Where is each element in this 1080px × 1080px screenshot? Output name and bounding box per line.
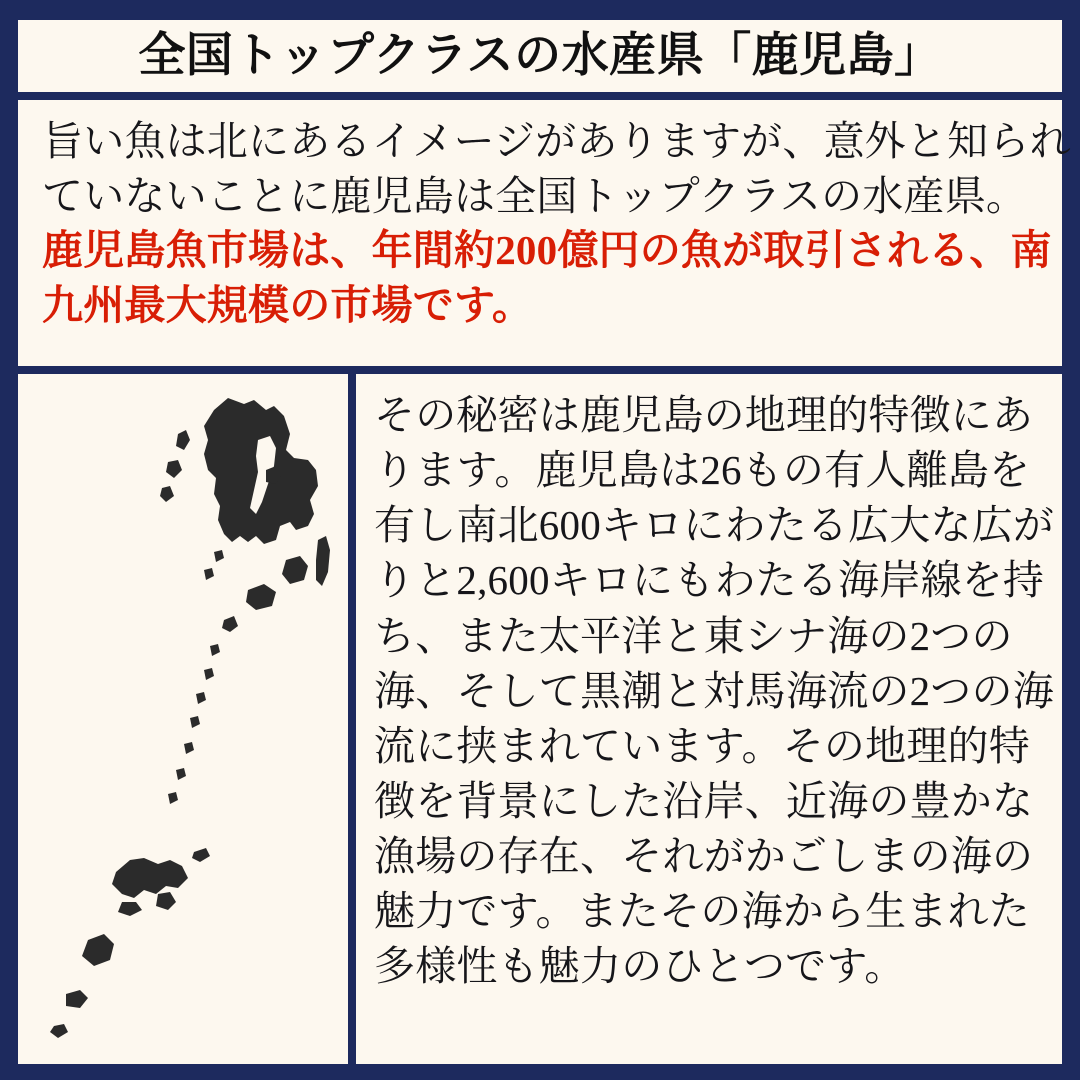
body-line-3: 有し南北600キロにわたる広大な広が bbox=[374, 502, 1055, 549]
body-line-8: 徴を背景にした沿岸、近海の豊かな bbox=[374, 777, 1034, 824]
lead-line-4: 九州最大規模の市場です。 bbox=[42, 281, 534, 328]
body-line-5: ち、また太平洋と東シナ海の2つの bbox=[374, 612, 1013, 659]
body-line-6: 海、そして黒潮と対馬海流の2つの海 bbox=[374, 667, 1054, 714]
kagoshima-prefecture-map-icon bbox=[18, 374, 348, 1064]
body-line-2: ります。鹿児島は26もの有人離島を bbox=[374, 447, 1031, 494]
body-line-1: その秘密は鹿児島の地理的特徴にあ bbox=[374, 392, 1034, 438]
body-paragraph-panel bbox=[356, 374, 1062, 1064]
body-line-7: 流に挟まれています。その地理的特 bbox=[374, 722, 1030, 769]
body-line-9: 漁場の存在、それがかごしまの海の bbox=[374, 833, 1034, 880]
page-title: 全国トップクラスの水産県「鹿児島」 bbox=[138, 29, 942, 82]
title-band bbox=[18, 20, 1062, 92]
body-line-10: 魅力です。またその海から生まれた bbox=[374, 888, 1030, 935]
lead-line-1: 旨い魚は北にあるイメージがありますが、意外と知られ bbox=[42, 118, 1071, 164]
lead-paragraph-panel bbox=[18, 100, 1071, 366]
lead-line-2: ていないことに鹿児島は全国トップクラスの水産県。 bbox=[42, 172, 1028, 219]
lead-line-3: 鹿児島魚市場は、年間約200億円の魚が取引される、南 bbox=[42, 227, 1052, 274]
body-line-4: りと2,600キロにもわたる海岸線を持 bbox=[374, 557, 1045, 604]
body-line-11: 多様性も魅力のひとつです。 bbox=[374, 943, 906, 990]
map-panel bbox=[18, 374, 348, 1064]
